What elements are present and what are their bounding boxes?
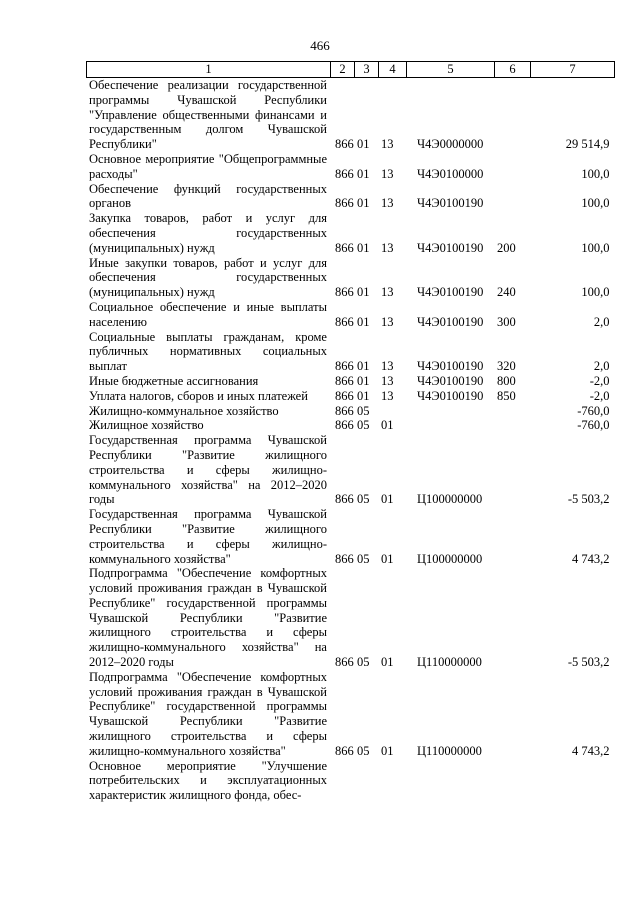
row-amount: 29 514,9 [565, 137, 610, 152]
row-name: Закупка товаров, работ и услуг для обеспечения государственных (муниципальных) нужд [89, 211, 327, 255]
table-row [87, 389, 615, 404]
row-target-code: Ц110000000 [417, 655, 482, 670]
row-grbs: 866 [335, 359, 354, 374]
row-name: Социальное обеспечение и иные выплаты населению [89, 299, 327, 329]
row-name: Уплата налогов, сборов и иных платежей [89, 388, 308, 403]
row-grbs: 866 [335, 418, 354, 433]
table-header-row [87, 62, 615, 78]
row-subsection: 13 [381, 314, 394, 329]
row-target-code: Ч4Э0100190 [417, 196, 484, 211]
row-subsection [379, 759, 407, 803]
row-target-code: Ч4Э0100190 [417, 240, 484, 255]
table-row [87, 566, 615, 670]
row-section: 01 [357, 196, 370, 211]
row-amount: 100,0 [581, 285, 610, 300]
row-target-code: Ч4Э0100190 [417, 359, 484, 374]
row-subsection: 13 [381, 373, 394, 388]
header-col-1: 1 [87, 62, 331, 78]
row-grbs: 866 [335, 388, 354, 403]
row-target-code: Ч4Э0000000 [417, 137, 484, 152]
row-section: 01 [357, 240, 370, 255]
table-row [87, 759, 615, 803]
row-section: 05 [357, 743, 370, 758]
row-subsection: 01 [381, 492, 394, 507]
row-expense-type: 240 [497, 285, 516, 300]
row-target-code: Ч4Э0100190 [417, 285, 484, 300]
row-grbs: 866 [335, 743, 354, 758]
row-target-code [407, 418, 495, 433]
row-section: 01 [357, 285, 370, 300]
row-amount: -5 503,2 [567, 655, 610, 670]
row-target-code: Ц100000000 [417, 551, 483, 566]
header-col-6: 6 [495, 62, 531, 78]
row-expense-type [495, 566, 531, 670]
table-row [87, 507, 615, 566]
row-name: Социальные выплаты гражданам, кроме публичных нормативных социальных выплат [89, 329, 327, 374]
row-expense-type: 800 [497, 373, 516, 388]
row-name: Государственная программа Чувашской Республики "Развитие жилищного строительства и сферы жилищно-коммунального хозяйства" на 2012–2020 годы [89, 433, 327, 507]
page-number: 466 [310, 38, 330, 53]
row-amount: 4 743,2 [572, 551, 610, 566]
row-subsection: 13 [381, 166, 394, 181]
row-name: Основное мероприятие "Улучшение потребительских и эксплуатационных характеристик жилищного фонда, обес- [89, 758, 327, 803]
row-target-code: Ч4Э0100190 [417, 388, 484, 403]
row-expense-type [495, 78, 531, 152]
row-name: Основное мероприятие "Общепрограммные расходы" [89, 151, 327, 181]
row-section: 01 [357, 373, 370, 388]
row-amount: 100,0 [581, 166, 610, 181]
table-row [87, 152, 615, 182]
table-row [87, 418, 615, 433]
row-section: 05 [357, 403, 370, 418]
row-section [355, 759, 379, 803]
row-grbs: 866 [335, 240, 354, 255]
row-target-code: Ц110000000 [417, 743, 482, 758]
row-amount [531, 759, 615, 803]
row-target-code: Ц100000000 [417, 492, 483, 507]
row-amount: -2,0 [589, 388, 610, 403]
row-grbs: 866 [335, 373, 354, 388]
row-name: Иные бюджетные ассигнования [89, 373, 259, 388]
table-row [87, 330, 615, 374]
budget-table [86, 61, 615, 803]
row-subsection: 13 [381, 359, 394, 374]
table-row [87, 211, 615, 255]
row-section: 01 [357, 314, 370, 329]
row-section: 05 [357, 655, 370, 670]
header-col-2: 2 [331, 62, 355, 78]
row-subsection: 01 [381, 551, 394, 566]
row-expense-type [495, 404, 531, 419]
row-grbs: 866 [335, 166, 354, 181]
row-target-code: Ч4Э0100190 [417, 373, 484, 388]
row-target-code [407, 404, 495, 419]
row-amount: -2,0 [589, 373, 610, 388]
row-name: Подпрограмма "Обеспечение комфортных условий проживания граждан в Чувашской Республике" государственной программы Чувашской Республики "Развитие жилищного строительства и сферы жилищно-коммунального хозяйства" [89, 669, 327, 758]
row-grbs: 866 [335, 492, 354, 507]
row-name: Жилищно-коммунальное хозяйство [89, 403, 279, 418]
row-section: 05 [357, 418, 370, 433]
row-grbs: 866 [335, 403, 354, 418]
row-name: Жилищное хозяйство [89, 418, 204, 433]
row-subsection: 13 [381, 388, 394, 403]
row-name: Государственная программа Чувашской Республики "Развитие жилищного строительства и сферы жилищно-коммунального хозяйства" [89, 507, 327, 566]
row-expense-type: 320 [497, 359, 516, 374]
row-name: Обеспечение реализации государственной программы Чувашской Республики "Управление общественными финансами и государственным долгом Чувашской Республики" [89, 78, 327, 152]
row-expense-type [495, 182, 531, 212]
row-grbs: 866 [335, 285, 354, 300]
row-amount: 2,0 [593, 359, 610, 374]
table-row [87, 404, 615, 419]
row-amount: -760,0 [577, 403, 610, 418]
row-subsection: 13 [381, 285, 394, 300]
row-subsection: 01 [381, 418, 394, 433]
row-grbs: 866 [335, 196, 354, 211]
row-name: Обеспечение функций государственных органов [89, 181, 327, 211]
header-col-4: 4 [379, 62, 407, 78]
row-subsection: 13 [381, 137, 394, 152]
row-expense-type: 850 [497, 388, 516, 403]
row-grbs: 866 [335, 314, 354, 329]
row-section: 05 [357, 551, 370, 566]
row-expense-type: 300 [497, 314, 516, 329]
row-name: Подпрограмма "Обеспечение комфортных условий проживания граждан в Чувашской Республике" государственной программы Чувашской Республики "Развитие жилищного строительства и сферы жилищно-коммунального хозяйства" на 2012–2020 годы [89, 566, 327, 670]
row-expense-type [495, 152, 531, 182]
header-col-7: 7 [531, 62, 615, 78]
row-expense-type [495, 418, 531, 433]
row-amount: 4 743,2 [572, 743, 610, 758]
row-section: 01 [357, 388, 370, 403]
row-expense-type [495, 507, 531, 566]
row-subsection [379, 404, 407, 419]
row-subsection: 01 [381, 743, 394, 758]
row-name: Иные закупки товаров, работ и услуг для обеспечения государственных (муниципальных) нужд [89, 255, 327, 300]
row-amount: 2,0 [593, 314, 610, 329]
row-subsection: 13 [381, 196, 394, 211]
row-section: 01 [357, 359, 370, 374]
row-amount: -5 503,2 [567, 492, 610, 507]
row-section: 01 [357, 166, 370, 181]
row-amount: 100,0 [581, 196, 610, 211]
row-expense-type [495, 670, 531, 759]
row-grbs: 866 [335, 551, 354, 566]
row-grbs [331, 759, 355, 803]
row-amount: 100,0 [581, 240, 610, 255]
row-expense-type [495, 433, 531, 507]
table-row [87, 670, 615, 759]
row-amount: -760,0 [577, 418, 610, 433]
row-target-code: Ч4Э0100000 [417, 166, 484, 181]
row-subsection: 01 [381, 655, 394, 670]
header-col-3: 3 [355, 62, 379, 78]
row-subsection: 13 [381, 240, 394, 255]
table-row [87, 433, 615, 507]
row-grbs: 866 [335, 655, 354, 670]
table-row [87, 182, 615, 212]
table-row [87, 78, 615, 152]
table-row [87, 300, 615, 330]
table-row [87, 256, 615, 300]
row-grbs: 866 [335, 137, 354, 152]
row-expense-type: 200 [497, 240, 516, 255]
row-section: 01 [357, 137, 370, 152]
header-col-5: 5 [407, 62, 495, 78]
table-row [87, 374, 615, 389]
row-target-code: Ч4Э0100190 [417, 314, 484, 329]
row-expense-type [495, 759, 531, 803]
row-target-code [407, 759, 495, 803]
row-section: 05 [357, 492, 370, 507]
